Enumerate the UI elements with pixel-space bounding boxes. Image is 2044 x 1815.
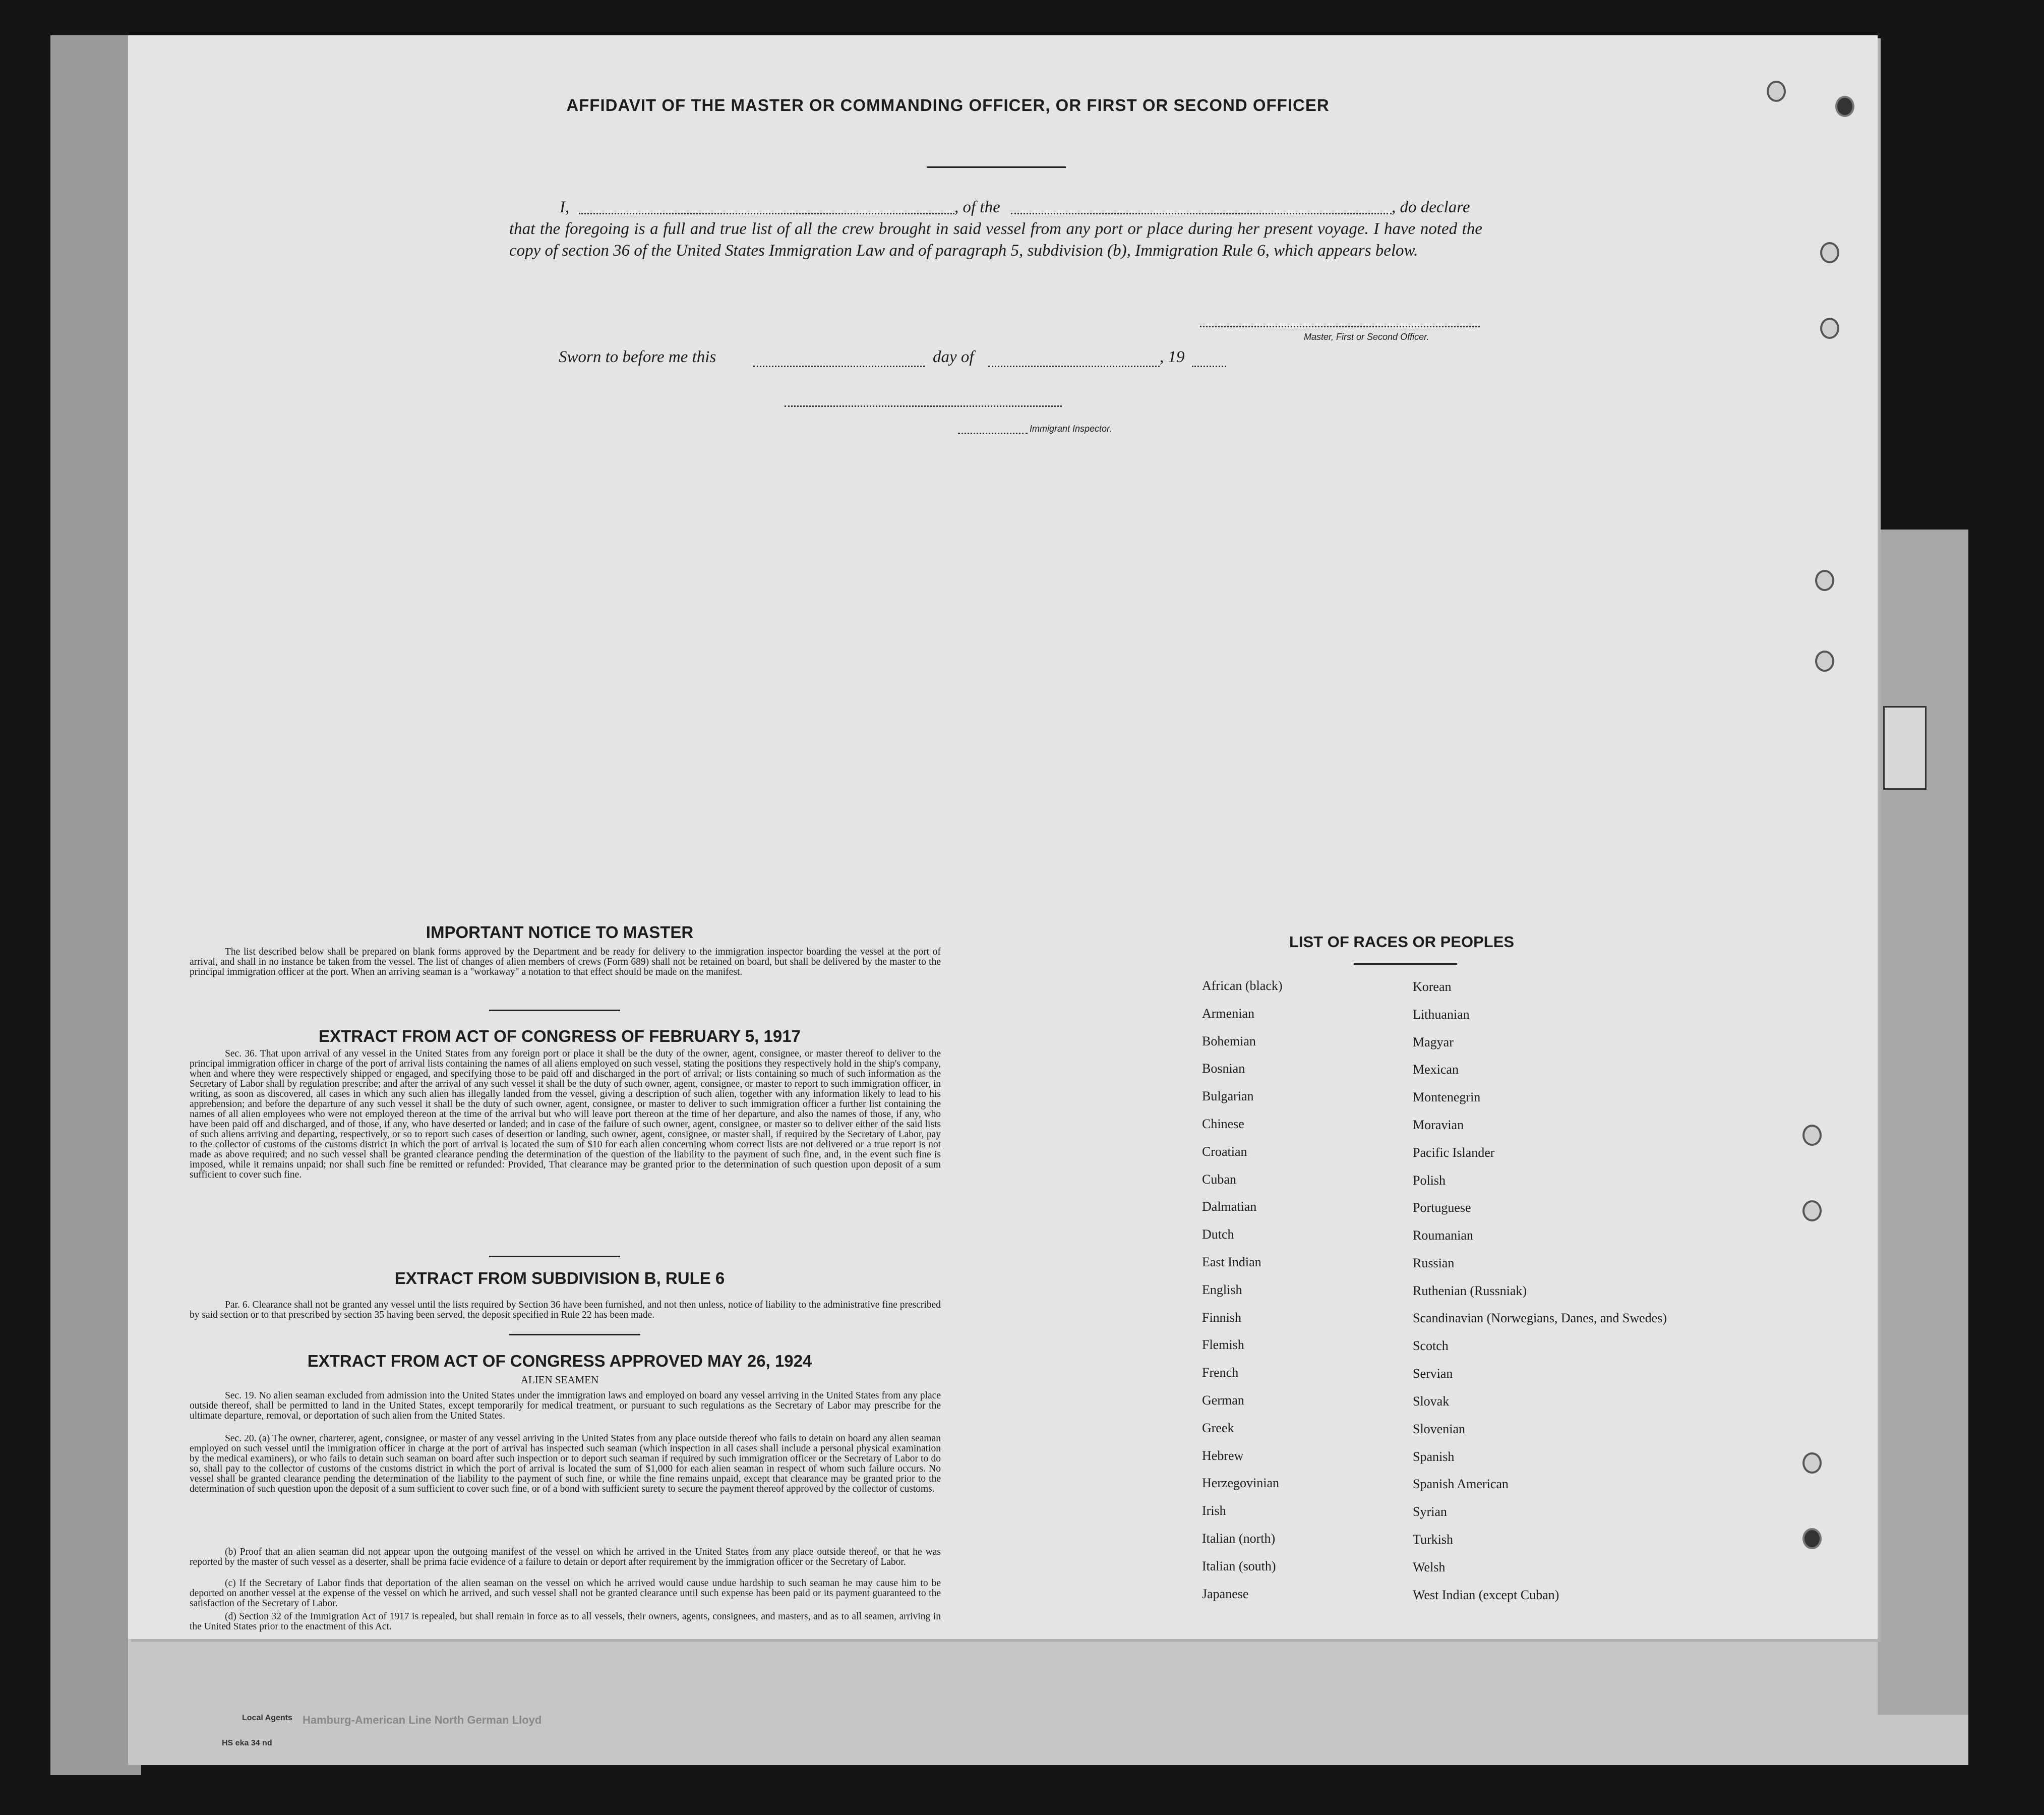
extract-1924-subtitle: ALIEN SEAMEN <box>520 1374 599 1386</box>
race-item: Moravian <box>1413 1117 1464 1132</box>
inspector-signature-line[interactable] <box>785 405 1062 407</box>
binder-hole <box>1815 570 1834 591</box>
race-item: Cuban <box>1202 1172 1236 1187</box>
race-item: West Indian (except Cuban) <box>1413 1587 1559 1602</box>
race-item: Armenian <box>1202 1006 1254 1021</box>
of-the-label: , of the <box>954 198 1000 216</box>
race-item: Bohemian <box>1202 1033 1256 1048</box>
races-right-column <box>1413 979 1667 1615</box>
race-item: Finnish <box>1202 1310 1242 1325</box>
underlying-sheet-left <box>50 35 141 1775</box>
officer-signature-caption: Master, First or Second Officer. <box>1304 332 1429 342</box>
binder-hole <box>1802 1528 1822 1549</box>
race-item: Slovak <box>1413 1393 1450 1409</box>
extract-1917-text: Sec. 36. That upon arrival of any vessel in the United States from any foreign port or place it shall be the duty of the owner, agent, consignee, or master thereof to deliver to the principal immigration officer in charge of the port of arrival lists containing the names of all aliens employed on such vessel, stating the positions they respectively hold in the ship's company, when and where they were respectively shipped or engaged, and specifying those to be paid off and discharged in the port of arrival; or lists containing so much of such information as the Secretary of Labor shall by regulation prescribe; and after the arrival of any such vessel it shall be the duty of such owner, agent, consignee, or master to report to such immigration officer, in writing, as soon as discovered, all cases in which any such alien has illegally landed from the vessel, giving a description of such alien, together with any information likely to lead to his apprehension; and before the departure of any such vessel it shall be the duty of such owner, agent, consignee, or master to deliver to such immigration officer a further list containing the names of all alien employees who were not employed thereon at the time of the arrival but who will leave port thereon at the time of her departure, and also the names of those, if any, who have been paid off and discharged, and of those, if any, who have deserted or landed; and in case of the failure of such owner, agent, consignee, or master so to deliver either of the said lists of such aliens arriving and departing, respectively, or so to report such cases of desertion or landing, such owner, agent, consignee, or master shall, if required by the Secretary of Labor, pay to the collector of customs of the customs district in which the port of arrival is located the sum of $10 for each alien concerning whom correct lists are not delivered or a true report is not made as above required; and no such vessel shall be granted clearance pending the determination of the question of the liability to the payment of such fine, and, in the event such fine is imposed, while it remains unpaid; nor shall such fine be remitted or refunded: Provided, That clearance may be granted prior to the determination of such question upon deposit of a sum sufficient to cover such fine. <box>190 1048 941 1180</box>
name-field-line[interactable] <box>579 213 954 214</box>
race-item: Magyar <box>1413 1034 1454 1049</box>
race-item: Italian (south) <box>1202 1558 1276 1573</box>
declaration-body: that the foregoing is a full and true list of all the crew brought in said vessel from any port or place during her present voyage. I have noted the copy of section 36 of the United States Immigration Law and of paragraph 5, subdivision (b), Immigration Rule 6, which appears below. <box>509 220 1482 260</box>
race-item: African (black) <box>1202 978 1283 993</box>
race-item: Roumanian <box>1413 1228 1473 1243</box>
underlying-sheet-strip <box>1883 706 1927 790</box>
race-item: Chinese <box>1202 1116 1244 1131</box>
race-item: Portuguese <box>1413 1200 1471 1215</box>
race-item: Bosnian <box>1202 1061 1245 1076</box>
race-item: Slovenian <box>1413 1421 1465 1436</box>
divider <box>489 1010 620 1011</box>
divider <box>509 1334 640 1335</box>
race-item: Spanish American <box>1413 1477 1509 1492</box>
notice-title: IMPORTANT NOTICE TO MASTER <box>426 923 694 942</box>
races-underline <box>1354 963 1457 965</box>
race-item: Scandinavian (Norwegians, Danes, and Swedes) <box>1413 1310 1667 1325</box>
race-item: Japanese <box>1202 1586 1249 1601</box>
race-item: Polish <box>1413 1173 1446 1188</box>
race-item: Korean <box>1413 979 1452 994</box>
sec20b-text: (b) Proof that an alien seaman did not appear upon the outgoing manifest of the vessel on which he arrived in the United States from any place outside thereof, or that he was reported by the master of such vessel as a deserter, shall be prima facie evidence of a failure to detain or deport after requirement by the immigration officer or the Secretary of Labor. <box>190 1547 941 1567</box>
sec20d-text: (d) Section 32 of the Immigration Act of 1917 is repealed, but shall remain in force as to all vessels, their owners, agents, consignees, and masters, and as to all seamen, arriving in the United States prior to the enactment of this Act. <box>190 1611 941 1632</box>
inspector-caption: Immigrant Inspector. <box>1030 424 1112 434</box>
underlying-sheet-bottom <box>128 1634 1968 1765</box>
races-title: LIST OF RACES OR PEOPLES <box>1289 933 1515 951</box>
divider <box>489 1256 620 1257</box>
sworn-month-field-line[interactable] <box>988 366 1160 367</box>
do-declare-label: , do declare <box>1392 198 1470 216</box>
sworn-year-field-line[interactable] <box>1192 366 1226 367</box>
race-item: German <box>1202 1392 1244 1408</box>
race-item: Dutch <box>1202 1227 1234 1242</box>
races-left-column <box>1202 978 1384 1614</box>
officer-signature-line[interactable] <box>1200 326 1480 327</box>
race-item: Scotch <box>1413 1338 1449 1354</box>
title-underline <box>927 166 1066 168</box>
race-item: Ruthenian (Russniak) <box>1413 1283 1527 1298</box>
binder-hole <box>1815 651 1834 672</box>
binder-hole <box>1767 81 1786 102</box>
race-item: Lithuanian <box>1413 1007 1470 1022</box>
race-item: Hebrew <box>1202 1448 1244 1463</box>
form-code: HS eka 34 nd <box>222 1739 272 1747</box>
race-item: Dalmatian <box>1202 1199 1257 1214</box>
race-item: Russian <box>1413 1255 1455 1270</box>
local-agents-value: Hamburg-American Line North German Lloyd <box>303 1714 542 1726</box>
sworn-day-field-line[interactable] <box>753 366 925 367</box>
race-item: East Indian <box>1202 1254 1261 1269</box>
declaration-text <box>509 197 1482 262</box>
inspector-short-line[interactable] <box>958 433 1028 434</box>
race-item: English <box>1202 1282 1242 1297</box>
race-item: Croatian <box>1202 1144 1247 1159</box>
race-item: Pacific Islander <box>1413 1145 1495 1160</box>
extract-rule6-text: Par. 6. Clearance shall not be granted any vessel until the lists required by Section 36 have been furnished, and not then unless, notice of liability to the administrative fine prescribed by said section or to that prescribed by section 35 having been served, the deposit specified in Rule 22 has been made. <box>190 1300 941 1320</box>
race-item: Irish <box>1202 1503 1226 1518</box>
race-item: French <box>1202 1365 1239 1380</box>
sec20a-text: Sec. 20. (a) The owner, charterer, agent, consignee, or master of any vessel arriving in the United States from any place outside thereof who fails to detain on board any alien seaman employed on such vessel until the immigration officer in charge at the port of arrival has inspected such seaman (which inspection in all cases shall include a personal physical examination by the medical examiners), or who fails to detain such seaman on board after such inspection or to deport such seaman if required by such immigration officer or the Secretary of Labor to do so, shall pay to the collector of customs of the customs district in which the port of arrival is located the sum of $1,000 for each alien seaman in respect of whom such failure occurs. No vessel shall be granted clearance pending the determination of the liability to the payment of such fine, or while the fine remains unpaid, except that clearance may be granted prior to the determination of such question upon the deposit of a sum sufficient to cover such fine, or of a bond with sufficient surety to secure the payment thereof approved by the collector of customs. <box>190 1433 941 1494</box>
sworn-line <box>559 348 1254 370</box>
year-label: , 19 <box>1160 348 1185 366</box>
sworn-label: Sworn to before me this <box>559 348 716 366</box>
race-item: Welsh <box>1413 1559 1446 1574</box>
race-item: Spanish <box>1413 1449 1455 1464</box>
race-item: Herzegovinian <box>1202 1476 1280 1491</box>
race-item: Servian <box>1413 1366 1453 1381</box>
race-item: Syrian <box>1413 1504 1447 1519</box>
binder-hole <box>1802 1452 1822 1474</box>
race-item: Bulgarian <box>1202 1089 1254 1104</box>
vessel-field-line[interactable] <box>1011 213 1392 214</box>
race-item: Flemish <box>1202 1337 1244 1353</box>
sec19-text: Sec. 19. No alien seaman excluded from admission into the United States under the immigration laws and employed on board any vessel arriving in the United States from any place outside thereof, shall be permitted to land in the United States, except temporarily for medical treatment, or pursuant to such regulations as the Secretary of Labor may prescribe for the ultimate departure, removal, or deportation of such alien from the United States. <box>190 1390 941 1421</box>
i-label: I, <box>560 198 570 216</box>
local-agents-label: Local Agents <box>242 1714 292 1722</box>
binder-hole <box>1802 1125 1822 1146</box>
race-item: Turkish <box>1413 1532 1453 1547</box>
extract-1924-title: EXTRACT FROM ACT OF CONGRESS APPROVED MAY 26, 1924 <box>307 1352 812 1370</box>
sec20c-text: (c) If the Secretary of Labor finds that deportation of the alien seaman on the vessel on which he arrived would cause undue hardship to such seaman he may cause him to be deported on another vessel at the expense of the vessel on which he arrived, and such vessel shall not be granted clearance until such expense has been paid or its payment guaranteed to the satisfaction of the Secretary of Labor. <box>190 1578 941 1609</box>
extract-rule6-title: EXTRACT FROM SUBDIVISION B, RULE 6 <box>394 1269 725 1287</box>
race-item: Mexican <box>1413 1062 1459 1077</box>
binder-hole <box>1802 1200 1822 1221</box>
binder-hole <box>1835 96 1854 117</box>
binder-hole <box>1820 318 1839 339</box>
affidavit-title: AFFIDAVIT OF THE MASTER OR COMMANDING OFFICER, OR FIRST OR SECOND OFFICER <box>566 96 1330 114</box>
race-item: Montenegrin <box>1413 1090 1481 1105</box>
day-of-label: day of <box>933 348 974 366</box>
binder-hole <box>1820 242 1839 263</box>
race-item: Italian (north) <box>1202 1531 1276 1546</box>
extract-1917-title: EXTRACT FROM ACT OF CONGRESS OF FEBRUARY 5, 1917 <box>319 1027 801 1045</box>
notice-text: The list described below shall be prepared on blank forms approved by the Department and be ready for delivery to the immigration inspector boarding the vessel at the port of arrival, and shall in no instance be taken from the vessel. The list of changes of alien members of crews (Form 689) shall not be retained on board, but shall be delivered by the master to the principal immigration officer at the port. When an arriving seaman is a "workaway" a notation to that effect should be made on the manifest. <box>190 947 941 977</box>
race-item: Greek <box>1202 1420 1234 1435</box>
